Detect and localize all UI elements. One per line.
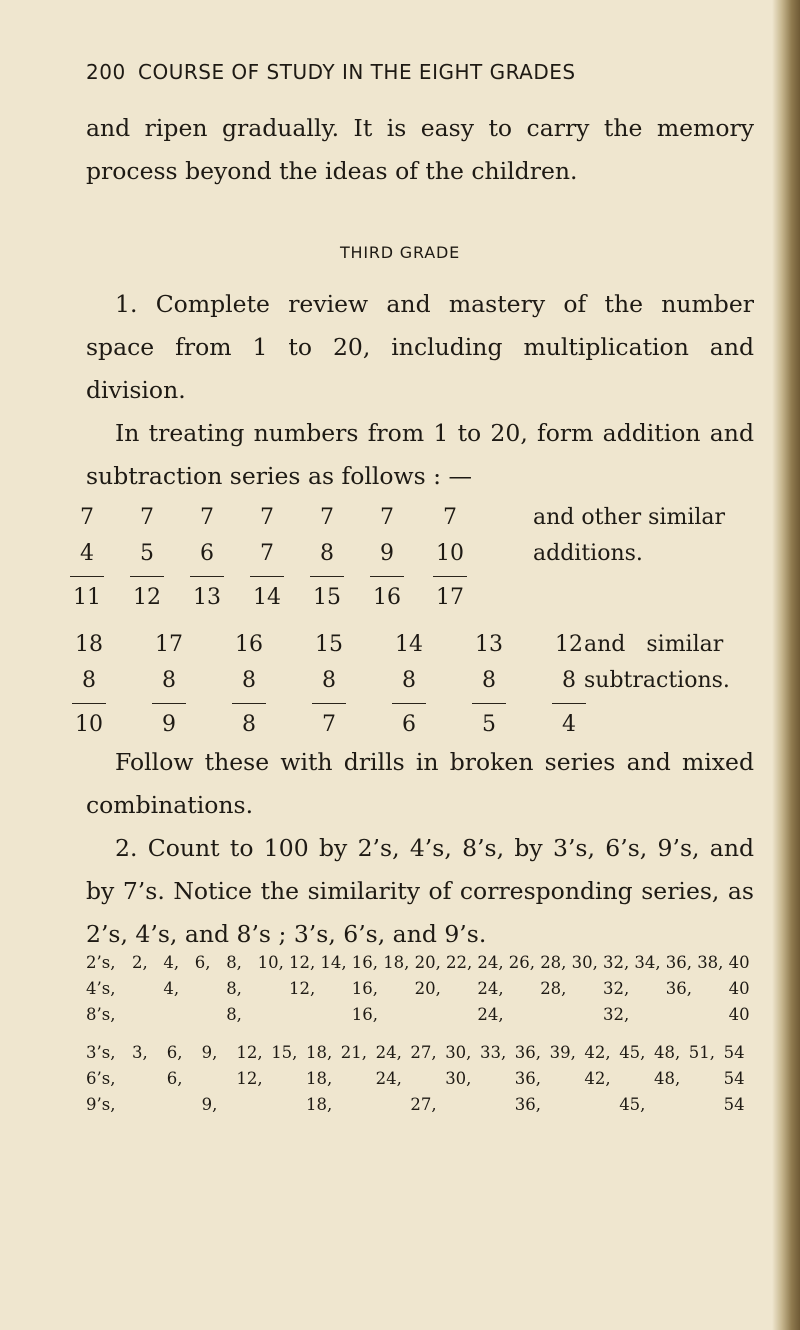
running-title: COURSE OF STUDY IN THE EIGHT GRADES bbox=[138, 60, 576, 84]
addition-column bbox=[430, 500, 470, 616]
series-value: 32, bbox=[603, 979, 630, 998]
subtraction-operand-bottom: 8 bbox=[162, 668, 176, 693]
series-value: 51, bbox=[688, 1043, 716, 1062]
addition-operand-bottom: 5 bbox=[140, 541, 154, 566]
series-value: 30, bbox=[571, 953, 598, 972]
series-value: 28, bbox=[540, 979, 567, 998]
series-label: 9’s, bbox=[86, 1095, 116, 1114]
series-value: 20, bbox=[414, 953, 441, 972]
series-value: 21, bbox=[340, 1043, 368, 1062]
series-value: 24, bbox=[375, 1069, 402, 1088]
addition-result: 17 bbox=[436, 585, 464, 610]
series-value: 30, bbox=[445, 1043, 472, 1062]
series-value: 27, bbox=[410, 1043, 437, 1062]
series-value: 26, bbox=[508, 953, 536, 972]
subtraction-column bbox=[389, 627, 429, 743]
subtraction-result: 10 bbox=[75, 712, 103, 737]
running-header bbox=[86, 60, 686, 84]
series-value: 12, bbox=[236, 1069, 263, 1088]
series-value: 24, bbox=[477, 953, 504, 972]
addition-column bbox=[67, 500, 107, 616]
series-value: 18, bbox=[383, 953, 410, 972]
series-value: 34, bbox=[634, 953, 661, 972]
series-value: 10, bbox=[257, 953, 284, 972]
series-value: 28, bbox=[540, 953, 567, 972]
series-value: 38, bbox=[697, 953, 724, 972]
subtraction-operand-top: 14 bbox=[395, 632, 423, 657]
series-row bbox=[86, 979, 750, 1005]
intro-line-1: and ripen gradually. It is easy to carry the memory bbox=[86, 114, 754, 142]
addition-operand-top: 7 bbox=[200, 505, 214, 530]
subtraction-result: 9 bbox=[162, 712, 176, 737]
item-1-instruction: In treating numbers from 1 to 20, form addition and subtraction series as follows : — bbox=[86, 419, 754, 490]
addition-column bbox=[367, 500, 407, 616]
series-value: 3, bbox=[132, 1043, 148, 1062]
series-value: 6, bbox=[166, 1069, 183, 1088]
series-row bbox=[86, 1069, 746, 1095]
subtraction-operand-bottom: 8 bbox=[242, 668, 256, 693]
sum-rule bbox=[190, 576, 224, 577]
series-value: 36, bbox=[514, 1043, 542, 1062]
subtraction-operand-bottom: 8 bbox=[322, 668, 336, 693]
series-value: 54 bbox=[723, 1095, 745, 1114]
subtraction-note-line-1: and similar bbox=[584, 632, 724, 657]
sum-rule bbox=[370, 576, 404, 577]
series-value: 9, bbox=[201, 1095, 218, 1114]
series-value: 18, bbox=[306, 1043, 333, 1062]
series-value: 8, bbox=[226, 1005, 242, 1024]
addition-series bbox=[0, 500, 800, 610]
series-row bbox=[86, 1043, 746, 1069]
subtraction-operand-top: 15 bbox=[315, 632, 343, 657]
series-group-1 bbox=[86, 953, 750, 1031]
subtraction-column bbox=[149, 627, 189, 743]
series-value: 40 bbox=[728, 979, 750, 998]
subtraction-operand-bottom: 8 bbox=[482, 668, 496, 693]
series-value: 18, bbox=[306, 1095, 333, 1114]
subtraction-result: 7 bbox=[322, 712, 336, 737]
subtraction-note-line-2: subtractions. bbox=[584, 668, 730, 693]
series-value: 42, bbox=[584, 1069, 611, 1088]
subtraction-operand-bottom: 8 bbox=[82, 668, 96, 693]
addition-operand-top: 7 bbox=[260, 505, 274, 530]
addition-operand-top: 7 bbox=[443, 505, 457, 530]
section-heading: THIRD GRADE bbox=[339, 243, 461, 262]
subtraction-operand-bottom: 8 bbox=[562, 668, 576, 693]
series-value: 36, bbox=[665, 953, 693, 972]
series-value: 30, bbox=[445, 1069, 472, 1088]
addition-column bbox=[307, 500, 347, 616]
addition-result: 11 bbox=[73, 585, 101, 610]
addition-column bbox=[127, 500, 167, 616]
addition-operand-top: 7 bbox=[380, 505, 394, 530]
intro-paragraph bbox=[86, 107, 754, 193]
subtraction-result: 5 bbox=[482, 712, 496, 737]
subtraction-operand-bottom: 8 bbox=[402, 668, 416, 693]
sum-rule bbox=[310, 576, 344, 577]
series-value: 48, bbox=[654, 1043, 681, 1062]
series-value: 4, bbox=[163, 953, 180, 972]
sum-rule bbox=[130, 576, 164, 577]
subtraction-result: 4 bbox=[562, 712, 576, 737]
series-group-2 bbox=[86, 1043, 746, 1121]
addition-operand-top: 7 bbox=[320, 505, 334, 530]
follow-paragraph: Follow these with drills in broken series and mixed combinations. bbox=[86, 748, 754, 819]
addition-note bbox=[533, 500, 725, 572]
addition-column bbox=[187, 500, 227, 616]
subtraction-column bbox=[229, 627, 269, 743]
addition-operand-bottom: 6 bbox=[200, 541, 214, 566]
addition-result: 15 bbox=[313, 585, 341, 610]
series-value: 16, bbox=[351, 979, 379, 998]
addition-result: 13 bbox=[193, 585, 221, 610]
subtraction-column bbox=[69, 627, 109, 743]
series-value: 24, bbox=[375, 1043, 402, 1062]
addition-note-line-1: and other similar bbox=[533, 505, 726, 530]
series-value: 15, bbox=[271, 1043, 298, 1062]
series-value: 6, bbox=[194, 953, 211, 972]
subtraction-series bbox=[0, 627, 800, 737]
series-label: 2’s, bbox=[86, 953, 116, 972]
series-value: 24, bbox=[477, 979, 504, 998]
sum-rule bbox=[250, 576, 284, 577]
subtraction-result: 8 bbox=[242, 712, 256, 737]
addition-operand-bottom: 4 bbox=[80, 541, 94, 566]
series-value: 16, bbox=[351, 953, 379, 972]
sum-rule bbox=[70, 576, 104, 577]
addition-operand-bottom: 7 bbox=[260, 541, 274, 566]
series-value: 54 bbox=[723, 1043, 745, 1062]
item-1-paragraph: 1. Complete review and mastery of the number space from 1 to 20, including multiplication and division. bbox=[86, 290, 754, 404]
series-value: 24, bbox=[477, 1005, 504, 1024]
page-number: 200 bbox=[86, 60, 126, 84]
series-label: 4’s, bbox=[86, 979, 116, 998]
sum-rule bbox=[392, 703, 426, 704]
subtraction-operand-top: 17 bbox=[155, 632, 183, 657]
series-value: 12, bbox=[236, 1043, 263, 1062]
series-label: 3’s, bbox=[86, 1043, 116, 1062]
sum-rule bbox=[552, 703, 586, 704]
addition-result: 16 bbox=[373, 585, 401, 610]
sum-rule bbox=[152, 703, 186, 704]
subtraction-operand-top: 12 bbox=[555, 632, 583, 657]
subtraction-column bbox=[549, 627, 589, 743]
series-value: 12, bbox=[289, 979, 316, 998]
series-value: 36, bbox=[514, 1069, 542, 1088]
addition-operand-bottom: 8 bbox=[320, 541, 334, 566]
series-label: 6’s, bbox=[86, 1069, 116, 1088]
addition-column bbox=[247, 500, 287, 616]
addition-note-line-2: additions. bbox=[533, 541, 643, 566]
series-row bbox=[86, 1095, 746, 1121]
sum-rule bbox=[433, 576, 467, 577]
addition-result: 14 bbox=[253, 585, 281, 610]
subtraction-column bbox=[309, 627, 349, 743]
series-value: 16, bbox=[351, 1005, 379, 1024]
series-value: 27, bbox=[410, 1095, 437, 1114]
series-value: 32, bbox=[603, 953, 630, 972]
series-value: 40 bbox=[728, 953, 750, 972]
series-value: 45, bbox=[619, 1043, 646, 1062]
subtraction-result: 6 bbox=[402, 712, 416, 737]
subtraction-operand-top: 13 bbox=[475, 632, 503, 657]
series-value: 36, bbox=[665, 979, 693, 998]
series-value: 8, bbox=[226, 953, 242, 972]
series-value: 54 bbox=[723, 1069, 745, 1088]
series-value: 36, bbox=[514, 1095, 542, 1114]
series-value: 40 bbox=[728, 1005, 750, 1024]
sum-rule bbox=[312, 703, 346, 704]
series-row bbox=[86, 953, 750, 979]
series-value: 32, bbox=[603, 1005, 630, 1024]
series-value: 45, bbox=[619, 1095, 646, 1114]
series-value: 33, bbox=[480, 1043, 507, 1062]
series-value: 18, bbox=[306, 1069, 333, 1088]
sum-rule bbox=[232, 703, 266, 704]
addition-operand-top: 7 bbox=[140, 505, 154, 530]
sum-rule bbox=[72, 703, 106, 704]
series-value: 9, bbox=[201, 1043, 218, 1062]
series-value: 14, bbox=[320, 953, 347, 972]
subtraction-column bbox=[469, 627, 509, 743]
item-2-paragraph: 2. Count to 100 by 2’s, 4’s, 8’s, by 3’s, 6’s, 9’s, and by 7’s. Notice the similarity of corresponding series, as 2’s, 4’s, and 8’s ; 3’s, 6’s, and 9’s. bbox=[86, 834, 754, 948]
series-value: 2, bbox=[132, 953, 148, 972]
series-value: 4, bbox=[163, 979, 180, 998]
subtraction-operand-top: 18 bbox=[75, 632, 103, 657]
series-value: 8, bbox=[226, 979, 242, 998]
series-value: 39, bbox=[549, 1043, 576, 1062]
subtraction-operand-top: 16 bbox=[235, 632, 263, 657]
sum-rule bbox=[472, 703, 506, 704]
series-label: 8’s, bbox=[86, 1005, 116, 1024]
series-value: 6, bbox=[166, 1043, 183, 1062]
intro-line-2: process beyond the ideas of the children. bbox=[86, 157, 578, 185]
series-value: 12, bbox=[289, 953, 316, 972]
series-value: 42, bbox=[584, 1043, 611, 1062]
series-value: 20, bbox=[414, 979, 441, 998]
addition-operand-bottom: 10 bbox=[436, 541, 464, 566]
series-row bbox=[86, 1005, 750, 1031]
addition-result: 12 bbox=[133, 585, 161, 610]
series-value: 48, bbox=[654, 1069, 681, 1088]
addition-operand-bottom: 9 bbox=[380, 541, 394, 566]
addition-operand-top: 7 bbox=[80, 505, 94, 530]
subtraction-note bbox=[584, 627, 730, 699]
series-value: 22, bbox=[446, 953, 473, 972]
